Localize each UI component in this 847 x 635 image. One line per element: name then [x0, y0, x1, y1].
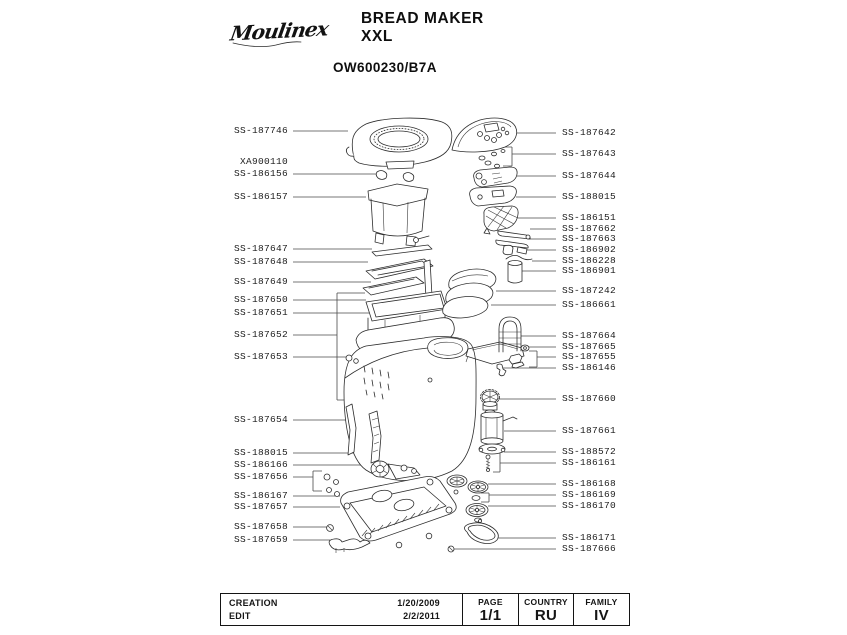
part-number-label: SS-187651	[233, 307, 288, 318]
part-number-label: SS-188015	[233, 447, 288, 458]
part-number-label: SS-187648	[233, 256, 288, 267]
hinge-parts	[376, 171, 414, 182]
body-part	[344, 336, 476, 480]
part-number-label: XA900110	[239, 156, 288, 167]
part-number-label: SS-187666	[562, 543, 617, 554]
family-value: IV	[594, 607, 609, 624]
country-value: RU	[534, 607, 558, 624]
base-plate-part	[341, 477, 457, 548]
part-number-label: SS-187661	[562, 425, 617, 436]
part-number-label: SS-186171	[562, 532, 617, 543]
part-number-label: SS-187242	[562, 285, 617, 296]
page-label: PAGE	[478, 597, 503, 607]
lever-parts	[496, 231, 532, 283]
edit-row	[221, 611, 462, 621]
title-line2: XXL	[361, 28, 393, 45]
part-number-label: SS-187655	[562, 351, 617, 362]
lid-part	[346, 118, 452, 169]
edit-date: 2/2/2011	[403, 611, 440, 622]
frame-parts	[363, 245, 433, 298]
part-number-label: SS-186901	[562, 265, 617, 276]
family-label: FAMILY	[585, 597, 618, 607]
part-number-label: SS-188572	[562, 446, 617, 457]
footer-page-cell	[462, 594, 518, 625]
part-number-label: SS-186161	[562, 457, 617, 468]
part-number-label: SS-187664	[562, 330, 617, 341]
button-parts	[479, 150, 505, 168]
part-number-label: SS-186146	[562, 362, 617, 373]
part-number-label: SS-186170	[562, 500, 617, 511]
part-number-label: SS-187652	[233, 329, 288, 340]
model-number: OW600230/B7A	[333, 60, 437, 75]
part-number-label: SS-186167	[233, 490, 288, 501]
part-number-label: SS-186168	[562, 478, 617, 489]
part-number-label: SS-186151	[562, 212, 617, 223]
part-number-label: SS-187663	[562, 233, 617, 244]
part-number-label: SS-188015	[562, 191, 617, 202]
part-number-label: SS-186228	[562, 255, 617, 266]
part-number-label: SS-187660	[562, 393, 617, 404]
footer-family-cell	[573, 594, 629, 625]
clip-parts	[497, 345, 529, 376]
part-number-label: SS-187659	[233, 534, 288, 545]
part-number-label: SS-186661	[562, 299, 617, 310]
loaf-parts	[443, 269, 496, 318]
part-number-label: SS-187665	[562, 341, 617, 352]
motor-part	[479, 390, 517, 472]
creation-date: 1/20/2009	[397, 597, 440, 608]
page-value: 1/1	[479, 607, 502, 624]
part-number-label: SS-187654	[233, 414, 288, 425]
part-number-label: SS-186902	[562, 244, 617, 255]
part-number-label: SS-186166	[233, 459, 288, 470]
creation-label: CREATION	[229, 597, 278, 608]
part-number-label: SS-187653	[233, 351, 288, 362]
footer-country-cell	[518, 594, 573, 625]
edit-label: EDIT	[229, 611, 251, 622]
bread-pan-part	[368, 184, 429, 246]
part-number-label: SS-187642	[562, 127, 617, 138]
part-number-label: SS-187658	[233, 521, 288, 532]
footer-table	[220, 593, 630, 626]
logo-flourish	[233, 42, 301, 47]
footer-dates-cell	[221, 594, 462, 625]
country-label: COUNTRY	[524, 597, 568, 607]
part-number-label: SS-187643	[562, 148, 617, 159]
belt-part	[448, 520, 498, 553]
part-number-label: SS-187656	[233, 471, 288, 482]
moulinex-logo: Moulinex	[228, 16, 330, 46]
part-number-label: SS-187647	[233, 243, 288, 254]
part-number-label: SS-187657	[233, 501, 288, 512]
part-number-label: SS-187649	[233, 276, 288, 287]
part-number-label: SS-187650	[233, 294, 288, 305]
part-number-label: SS-187644	[562, 170, 617, 181]
part-number-label: SS-186169	[562, 489, 617, 500]
part-number-label: SS-187662	[562, 223, 617, 234]
part-number-label: SS-187746	[233, 125, 288, 136]
pcb-parts	[470, 167, 518, 206]
part-number-label: SS-186157	[233, 191, 288, 202]
creation-row	[221, 598, 462, 608]
part-number-label: SS-186156	[233, 168, 288, 179]
title-line1: BREAD MAKER	[361, 10, 484, 27]
grid-panel-part	[484, 206, 518, 234]
pulley-parts	[447, 475, 488, 522]
